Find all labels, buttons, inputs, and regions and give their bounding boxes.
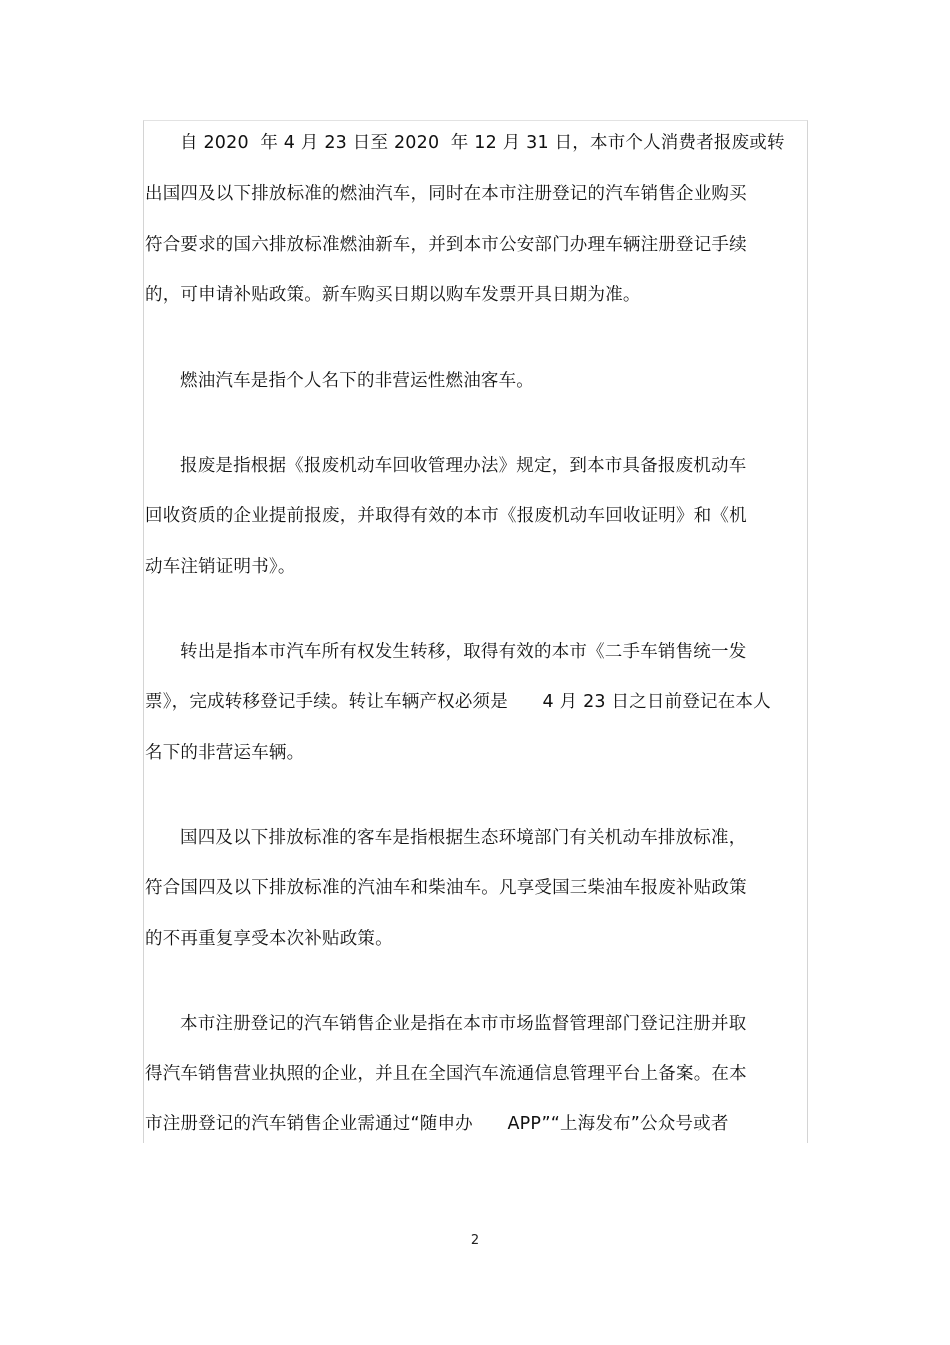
paragraph-1-line-1: 自 2020 年 4 月 23 日至 2020 年 12 月 31 日，本市个人消费者报废或转 bbox=[180, 133, 785, 153]
paragraph-6-line-2: 得汽车销售营业执照的企业，并且在全国汽车流通信息管理平台上备案。在本 bbox=[145, 1064, 747, 1084]
page-frame bbox=[143, 120, 808, 1143]
paragraph-5-line-2: 符合国四及以下排放标准的汽油车和柴油车。凡享受国三柴油车报废补贴政策 bbox=[145, 878, 747, 898]
paragraph-4-line-2: 票》，完成转移登记手续。转让车辆产权必须是 4 月 23 日之日前登记在本人 bbox=[145, 692, 771, 712]
paragraph-2-line-1: 燃油汽车是指个人名下的非营运性燃油客车。 bbox=[180, 371, 534, 391]
paragraph-1-line-3: 符合要求的国六排放标准燃油新车，并到本市公安部门办理车辆注册登记手续 bbox=[145, 235, 747, 255]
paragraph-3-line-2: 回收资质的企业提前报废，并取得有效的本市《报废机动车回收证明》和《机 bbox=[145, 506, 747, 526]
paragraph-3-line-1: 报废是指根据《报废机动车回收管理办法》规定，到本市具备报废机动车 bbox=[180, 456, 747, 476]
paragraph-4-line-1: 转出是指本市汽车所有权发生转移，取得有效的本市《二手车销售统一发 bbox=[180, 642, 747, 662]
paragraph-1-line-2: 出国四及以下排放标准的燃油汽车，同时在本市注册登记的汽车销售企业购买 bbox=[145, 184, 747, 204]
paragraph-4-line-3: 名下的非营运车辆。 bbox=[145, 743, 305, 763]
paragraph-3-line-3: 动车注销证明书》。 bbox=[145, 557, 296, 577]
paragraph-6-line-1: 本市注册登记的汽车销售企业是指在本市市场监督管理部门登记注册并取 bbox=[180, 1014, 747, 1034]
paragraph-5-line-3: 的不再重复享受本次补贴政策。 bbox=[145, 929, 393, 949]
page-number: 2 bbox=[470, 1233, 480, 1248]
paragraph-1-line-4: 的，可申请补贴政策。新车购买日期以购车发票开具日期为准。 bbox=[145, 285, 641, 305]
paragraph-5-line-1: 国四及以下排放标准的客车是指根据生态环境部门有关机动车排放标准， bbox=[180, 828, 747, 848]
paragraph-6-line-3: 市注册登记的汽车销售企业需通过“随申办 APP”“上海发布”公众号或者 bbox=[145, 1114, 729, 1134]
